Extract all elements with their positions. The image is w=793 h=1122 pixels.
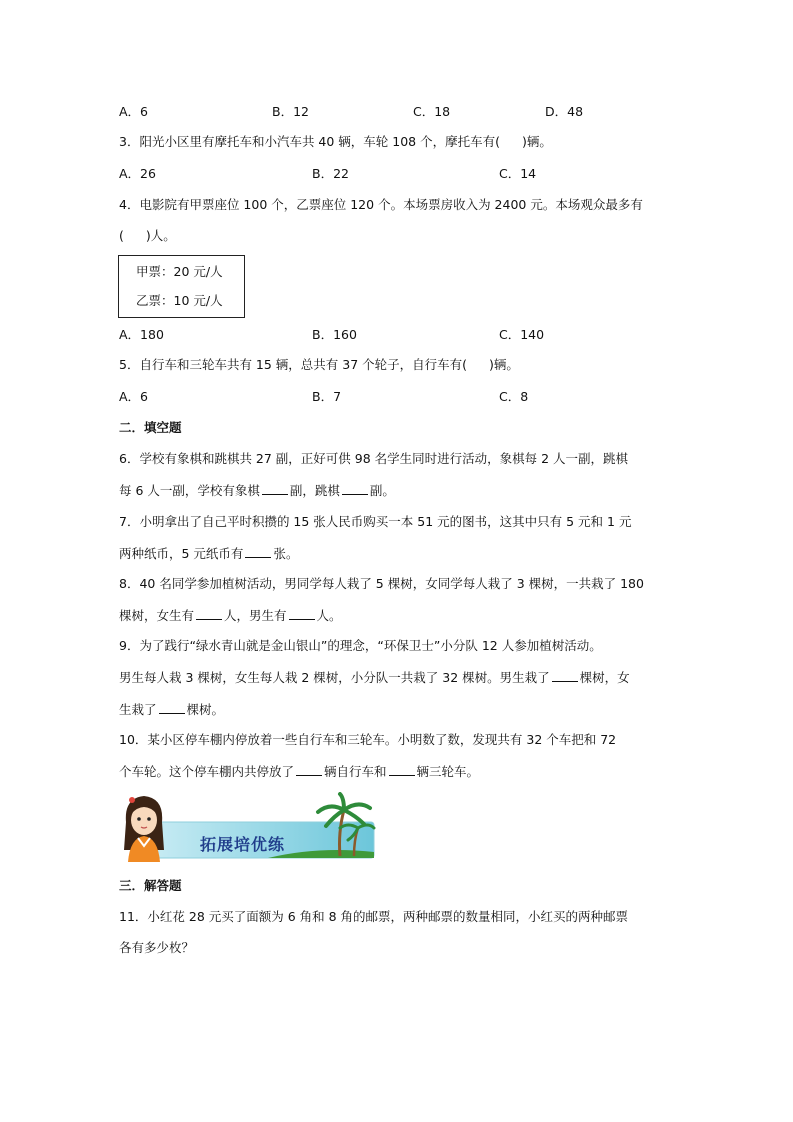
ticket-a-price: 甲票：20 元/人	[136, 264, 223, 279]
q4-question-line1: 4．电影院有甲票座位 100 个，乙票座位 120 个。本场票房收入为 2400 元。本场观众最多有	[119, 197, 643, 212]
q3-option-a[interactable]: A．26	[119, 166, 156, 181]
q9-blank-boys-trees[interactable]	[552, 669, 578, 682]
q10-line2: 个车轮。这个停车棚内共停放了 辆自行车和 辆三轮车。	[119, 764, 480, 779]
q4-option-a[interactable]: A．180	[119, 327, 164, 342]
q8-blank-girls[interactable]	[196, 607, 222, 620]
q4-question-line2: ( )人。	[119, 228, 176, 243]
q10-blank-tricycles[interactable]	[389, 763, 415, 776]
q5-option-c[interactable]: C．8	[499, 389, 529, 404]
q4-option-c[interactable]: C．140	[499, 327, 545, 342]
q7-blank-five-yuan[interactable]	[245, 545, 271, 558]
q9-line3: 生栽了 棵树。	[119, 702, 225, 717]
ticket-price-box	[118, 255, 245, 318]
q3-option-b[interactable]: B．22	[312, 166, 349, 181]
extension-practice-banner	[118, 792, 376, 864]
q8-blank-boys[interactable]	[289, 607, 315, 620]
girl-character-icon	[124, 796, 164, 862]
section-solution-title: 三．解答题	[119, 878, 182, 893]
q6-blank-checkers[interactable]	[342, 482, 368, 495]
q7-line1: 7．小明拿出了自己平时积攒的 15 张人民币购买一本 51 元的图书，这其中只有 5 元和 1 元	[119, 514, 632, 529]
q5-option-b[interactable]: B．7	[312, 389, 342, 404]
q6-blank-chess[interactable]	[262, 482, 288, 495]
q3-question: 3．阳光小区里有摩托车和小汽车共 40 辆，车轮 108 个，摩托车有( )辆。	[119, 134, 552, 149]
q7-line2: 两种纸币，5 元纸币有 张。	[119, 546, 299, 561]
q2-option-d[interactable]: D．48	[545, 104, 584, 119]
section-fill-in-title: 二．填空题	[119, 420, 182, 435]
q5-option-a[interactable]: A．6	[119, 389, 149, 404]
q11-line1: 11．小红花 28 元买了面额为 6 角和 8 角的邮票，两种邮票的数量相同，小红买的两种邮票	[119, 909, 629, 924]
q9-line2: 男生每人栽 3 棵树，女生每人栽 2 棵树，小分队一共栽了 32 棵树。男生栽了 棵树，女	[119, 670, 630, 685]
q10-blank-bicycles[interactable]	[296, 763, 322, 776]
q2-option-a[interactable]: A．6	[119, 104, 149, 119]
banner-title: 拓展培优练	[200, 835, 286, 854]
q2-option-c[interactable]: C．18	[413, 104, 451, 119]
q11-line2: 各有多少枚？	[119, 940, 195, 955]
q8-line1: 8．40 名同学参加植树活动，男同学每人栽了 5 棵树，女同学每人栽了 3 棵树，一共栽了 180	[119, 576, 644, 591]
q6-line1: 6．学校有象棋和跳棋共 27 副，正好可供 98 名学生同时进行活动，象棋每 2 人一副，跳棋	[119, 451, 629, 466]
q5-question: 5．自行车和三轮车共有 15 辆，总共有 37 个轮子，自行车有( )辆。	[119, 357, 519, 372]
q9-blank-girls-trees[interactable]	[159, 701, 185, 714]
q4-option-b[interactable]: B．160	[312, 327, 357, 342]
q9-line1: 9．为了践行“绿水青山就是金山银山”的理念，“环保卫士”小分队 12 人参加植树活动。	[119, 638, 602, 653]
q10-line1: 10．某小区停车棚内停放着一些自行车和三轮车。小明数了数，发现共有 32 个车把和 72	[119, 732, 617, 747]
q8-line2: 棵树，女生有 人，男生有 人。	[119, 608, 342, 623]
q2-option-b[interactable]: B．12	[272, 104, 309, 119]
q3-option-c[interactable]: C．14	[499, 166, 537, 181]
ticket-b-price: 乙票：10 元/人	[136, 293, 223, 308]
q6-line2: 每 6 人一副，学校有象棋 副，跳棋 副。	[119, 483, 395, 498]
